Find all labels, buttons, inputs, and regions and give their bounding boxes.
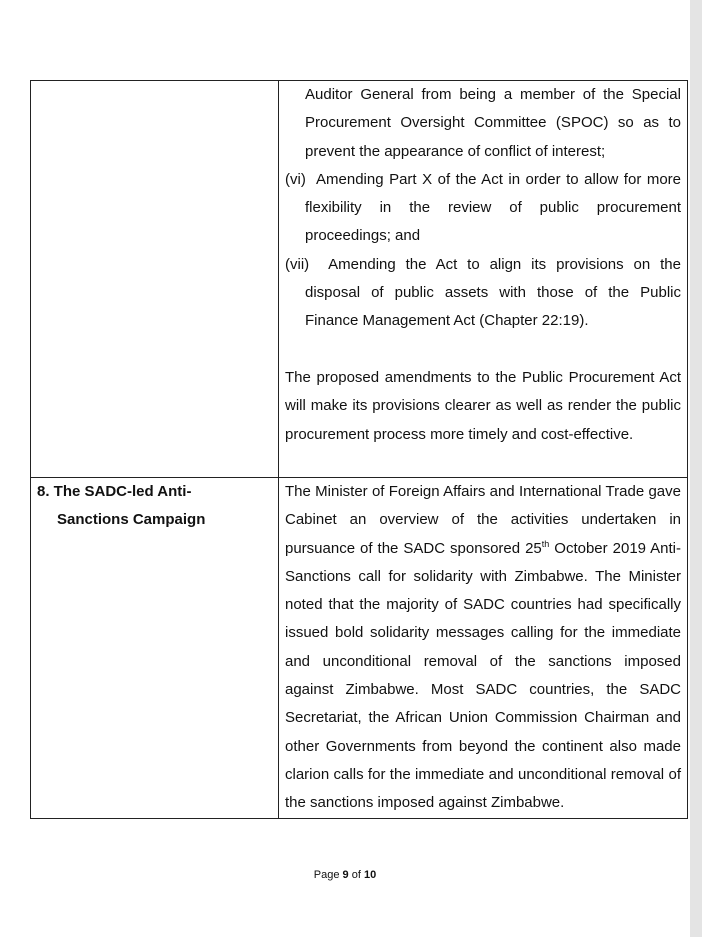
conclusion-paragraph: The proposed amendments to the Public Procurement Act will make its provisions clearer as well as render the public procurement process more timely and cost-effective. [285,368,681,443]
section-paragraph [279,478,687,818]
section-title-line1: 8. The SADC-led Anti- [37,483,192,500]
page-edge [690,0,702,937]
page-word: Page [313,869,340,881]
item-label: (vii) [285,255,310,273]
details-cell [279,478,688,819]
page-number: 9 [342,869,349,881]
table-row [31,81,688,478]
page-total: 10 [363,869,377,881]
paragraph-spacer [285,336,681,364]
details-cell [279,81,688,478]
cabinet-decisions-table [30,80,688,819]
table-row [31,478,688,819]
list-item [285,251,681,336]
section-title-line2: Sanctions Campaign [57,511,206,529]
paragraph-text-start: The Minister of Foreign Affairs and International Trade gave Cabinet an overview of the activities undertaken in pursuance of the SADC sponsored 25 [285,483,681,557]
item-text: Amending Part X of the Act in order to allow for more flexibility in the review of public procurement proceedings; and [305,170,681,245]
page-footer [0,869,690,881]
ordinal-suffix: th [541,538,550,549]
of-word: of [351,869,361,881]
section-title [31,478,278,535]
item-label: (vi) [285,170,306,188]
paragraph-text-end: October 2019 Anti-Sanctions call for solidarity with Zimbabwe. The Minister noted that the majority of SADC countries had specifically issued bold solidarity messages calling for the immediate and unconditional removal of the sanctions imposed against Zimbabwe. Most SADC countries, the SADC Secretariat, the African Union Commission Chairman and other Governments from beyond the continent also made clarion calls for the immediate and unconditional removal of the sanctions imposed against Zimbabwe. [285,539,682,812]
item-text: Amending the Act to align its provisions on the disposal of public assets with those of the Public Finance Management Act (Chapter 22:19). [305,255,681,330]
continued-item-text: Auditor General from being a member of the Special Procurement Oversight Committee (SPOC) so as to prevent the appearance of conflict of interest; [305,86,681,160]
list-item [285,166,681,251]
topic-cell [31,478,279,819]
topic-cell [31,81,279,478]
